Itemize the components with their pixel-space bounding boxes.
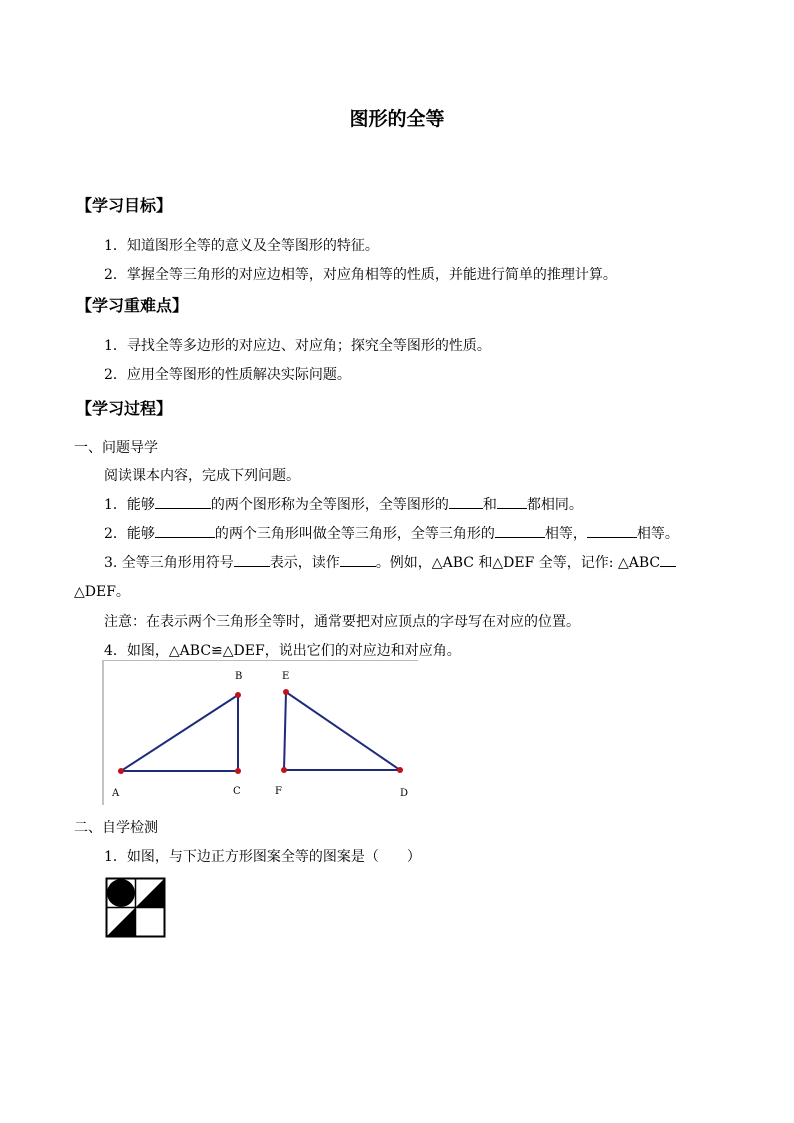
label-a: A xyxy=(112,788,120,799)
label-f: F xyxy=(275,786,282,797)
q2-text: 的两个三角形叫做全等三角形，全等三角形的 xyxy=(214,526,495,542)
part2-question-1: 1．如图，与下边正方形图案全等的图案是（ ） xyxy=(104,849,421,865)
question-3 xyxy=(104,552,676,572)
q3-text: 表示，读作 xyxy=(269,555,340,571)
question-1 xyxy=(104,494,583,514)
answer-blank[interactable] xyxy=(495,523,545,538)
section-heading-process: 【学习过程】 xyxy=(76,399,173,418)
page-title: 图形的全等 xyxy=(349,108,445,130)
label-d: D xyxy=(400,788,409,799)
section-heading-goals: 【学习目标】 xyxy=(76,196,173,215)
answer-blank[interactable] xyxy=(497,494,527,509)
note-text: 注意：在表示两个三角形全等时，通常要把对应顶点的字母写在对应的位置。 xyxy=(104,614,580,630)
vertex-d xyxy=(397,767,403,773)
part1-intro: 阅读课本内容，完成下列问题。 xyxy=(104,468,300,484)
part2-title: 二、自学检测 xyxy=(74,820,158,836)
part1-title: 一、问题导学 xyxy=(74,440,158,456)
answer-blank[interactable] xyxy=(340,552,376,567)
keypoint-item: 1．寻找全等多边形的对应边、对应角；探究全等图形的性质。 xyxy=(104,338,491,354)
q2-text: 相等， xyxy=(544,526,587,542)
q1-text: 的两个图形称为全等图形，全等图形的 xyxy=(210,497,449,513)
label-c: C xyxy=(233,786,241,797)
vertex-c xyxy=(235,768,241,774)
triangle-abc xyxy=(121,695,238,771)
q1-text: 1．能够 xyxy=(104,497,155,513)
label-e: E xyxy=(282,671,290,682)
q1-text: 和 xyxy=(482,497,497,513)
answer-blank[interactable] xyxy=(449,494,483,509)
answer-blank[interactable] xyxy=(155,494,211,509)
vertex-e xyxy=(283,689,289,695)
goal-item: 2．掌握全等三角形的对应边相等，对应角相等的性质，并能进行简单的推理计算。 xyxy=(104,267,617,283)
label-b: B xyxy=(235,671,243,682)
q1-text: 都相同。 xyxy=(526,497,583,513)
q3-text: 3. 全等三角形用符号 xyxy=(104,555,234,571)
keypoint-item: 2．应用全等图形的性质解决实际问题。 xyxy=(104,367,351,383)
square-pattern-figure xyxy=(105,877,167,939)
goal-item: 1．知道图形全等的意义及全等图形的特征。 xyxy=(104,238,379,254)
pattern-circle xyxy=(107,879,135,907)
triangle-def xyxy=(284,692,400,770)
triangles-figure xyxy=(102,660,422,805)
question-3-cont: △DEF。 xyxy=(74,584,130,600)
question-2 xyxy=(104,523,679,543)
question-4: 4．如图，△ABC≌△DEF，说出它们的对应边和对应角。 xyxy=(104,643,461,659)
vertex-f xyxy=(281,767,287,773)
q3-text: 。例如，△ABC 和△DEF 全等，记作: △ABC xyxy=(375,555,661,571)
answer-blank[interactable] xyxy=(587,523,637,538)
vertex-b xyxy=(235,692,241,698)
q2-text: 相等。 xyxy=(636,526,679,542)
q2-text: 2．能够 xyxy=(104,526,155,542)
answer-blank[interactable] xyxy=(660,552,676,567)
vertex-a xyxy=(118,768,124,774)
answer-blank[interactable] xyxy=(155,523,215,538)
answer-blank[interactable] xyxy=(234,552,270,567)
section-heading-keypoints: 【学习重难点】 xyxy=(76,296,189,315)
